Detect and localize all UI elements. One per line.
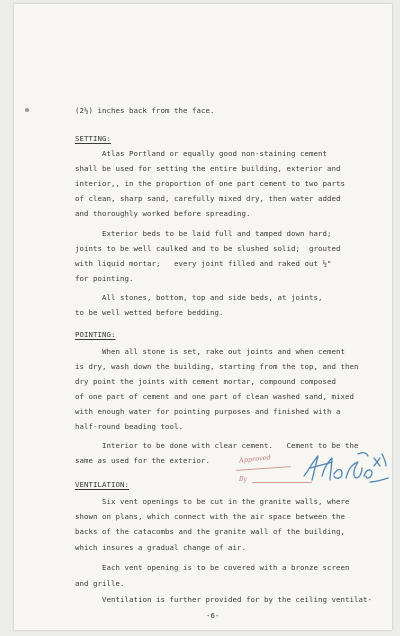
text-line: Ventilation is further provided for by the ceiling ventilat- [75,595,372,604]
handwritten-signature [300,446,392,490]
text-line: dry point the joints with cement mortar, compound composed [75,377,336,386]
heading-ventilation: VENTILATION: [75,480,129,489]
text-line: joints to be well caulked and to be slushed solid; grouted [75,244,341,253]
heading-pointing: POINTING: [75,330,116,339]
text-line: half-round beading tool. [75,422,183,431]
text-line: Six vent openings to be cut in the granite walls, where [75,497,350,506]
text-line: same as used for the exterior. [75,456,210,465]
text-line: shown on plans, which connect with the air space between the [75,512,345,521]
text-line: of clean, sharp sand, carefully mixed dry, then water added [75,194,341,203]
text-line: with liquid mortar; every joint filled and raked out ½" [75,259,332,268]
text-line: to be well wetted before bedding. [75,308,224,317]
approval-stamp-by: By [239,476,247,483]
text-line: When all stone is set, rake out joints and when cement [75,347,345,356]
text-line: shall be used for setting the entire building, exterior and [75,164,341,173]
heading-setting: SETTING: [75,134,111,143]
page-number: -6- [206,611,220,620]
text-line: and thoroughly worked before spreading. [75,209,251,218]
text-line: is dry, wash down the building, starting from the top, and then [75,362,359,371]
text-line: of one part of cement and one part of clean washed sand, mixed [75,392,354,401]
text-line: All stones, bottom, top and side beds, at joints, [75,293,323,302]
text-line: Each vent opening is to be covered with a bronze screen [75,563,350,572]
text-line: and grille. [75,579,125,588]
text-line: with enough water for pointing purposes and finished with a [75,407,341,416]
punch-hole-mark [25,108,29,112]
document-page [14,4,392,630]
approval-stamp-label: Approved [238,453,272,465]
text-line: for pointing. [75,274,134,283]
text-line: backs of the catacombs and the granite wall of the building, [75,527,345,536]
stamp-rule [236,466,291,471]
text-line: (2½) inches back from the face. [75,106,215,115]
text-line: which insures a gradual change of air. [75,543,246,552]
text-line: interior,, in the proportion of one part cement to two parts [75,179,345,188]
text-line: Atlas Portland or equally good non-staining cement [75,149,327,158]
text-line: Exterior beds to be laid full and tamped down hard; [75,229,332,238]
text-line: Interior to be done with clear cement. Cement to be the [75,441,359,450]
